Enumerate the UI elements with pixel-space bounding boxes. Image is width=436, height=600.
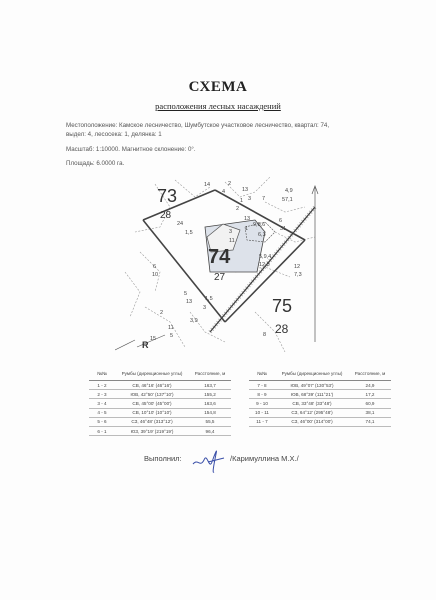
table-row: [249, 390, 391, 399]
signature-name: /Каримуллина М.Х./: [230, 454, 299, 463]
stand-label: 2: [160, 310, 164, 316]
stand-label: 5: [184, 291, 188, 297]
table-row: [89, 426, 231, 435]
map-corner-label: R: [142, 340, 149, 350]
page-title: СХЕМА: [188, 79, 248, 95]
stand-label: 5,9,4: [259, 254, 272, 260]
stand-label: 31: [280, 226, 287, 232]
map-quarter-se: 75: [272, 296, 293, 316]
table-cell: 163,6: [189, 399, 231, 408]
area-line: Площадь: 6.0000 га.: [66, 160, 125, 167]
col-bearing: Румбы (дирекционные углы): [115, 366, 189, 381]
stand-label: 11: [168, 325, 174, 331]
stand-label: 6: [279, 218, 283, 224]
table-cell: 10 - 11: [249, 408, 275, 417]
table-cell: 6 - 1: [89, 426, 115, 435]
stand-label: 24: [177, 221, 184, 227]
bearings-table-1: [89, 366, 231, 436]
stand-label: 15: [150, 336, 157, 342]
stand-label: 3: [203, 305, 207, 311]
table-cell: ЮВ, 68°39' (111°21'): [275, 390, 349, 399]
stand-label: 4: [222, 189, 226, 195]
table-cell: 24,9: [349, 381, 391, 390]
map-quarter-nw-sub: 28: [160, 210, 172, 221]
stand-label: 57,1: [282, 197, 293, 203]
table-cell: ЮЗ, 39°19' (219°19'): [115, 426, 189, 435]
table-row: [249, 399, 391, 408]
table-cell: СВ, 33°48' (33°48'): [275, 399, 349, 408]
col-distance: Расстояние, м: [189, 366, 231, 381]
table-cell: 8 - 9: [249, 390, 275, 399]
table-cell: 3 - 4: [89, 399, 115, 408]
table-cell: 96,4: [189, 426, 231, 435]
stand-label: 3: [248, 196, 252, 202]
table-cell: ЮВ, 49°07' (130°53'): [275, 381, 349, 390]
table-cell: 1 - 2: [89, 381, 115, 390]
table-cell: 155,2: [189, 390, 231, 399]
col-number: №№: [89, 366, 115, 381]
table-cell: 154,8: [189, 408, 231, 417]
map-quarter-main-sub: 27: [214, 272, 226, 283]
stand-label: 13: [242, 187, 249, 193]
stand-label: 7: [262, 196, 266, 202]
table-cell: СВ, 46°16' (46°16'): [115, 381, 189, 390]
table-cell: 60,9: [349, 399, 391, 408]
table-cell: 7 - 8: [249, 381, 275, 390]
stand-label: 4,9: [285, 188, 293, 194]
stand-label: 1,5: [205, 296, 213, 302]
stand-label: 13: [186, 299, 193, 305]
table-cell: 5 - 6: [89, 417, 115, 426]
table-row: [89, 381, 231, 390]
table-cell: 55,5: [189, 417, 231, 426]
table-cell: 11 - 7: [249, 417, 275, 426]
stand-label: 5: [170, 333, 174, 339]
col-distance: Расстояние, м: [349, 366, 391, 381]
stand-label: 8: [263, 332, 267, 338]
map-quarter-main: 74: [208, 246, 231, 268]
stand-label: 1: [240, 198, 244, 204]
table-row: [89, 390, 231, 399]
stand-label: 12: [294, 264, 301, 270]
col-number: №№: [249, 366, 275, 381]
col-bearing: Румбы (дирекционные углы): [275, 366, 349, 381]
stand-label: 10: [152, 272, 159, 278]
table-row: [89, 417, 231, 426]
stand-label: 13: [244, 216, 251, 222]
table-row: [249, 417, 391, 426]
stand-label: 12,3: [259, 262, 270, 268]
table-cell: СВ, 10°10' (10°10'): [115, 408, 189, 417]
table-cell: 38,1: [349, 408, 391, 417]
table-cell: 4 - 5: [89, 408, 115, 417]
stand-label: 11: [229, 238, 235, 244]
stand-label: 6,3: [258, 232, 266, 238]
map-quarter-se-sub: 28: [275, 322, 289, 336]
table-cell: СЗ, 64°12' (295°48'): [275, 408, 349, 417]
table-cell: СВ, 45°00' (45°00'): [115, 399, 189, 408]
table-row: [89, 408, 231, 417]
location-line-1: Местоположение: Камское лесничество, Шумбутское участковое лесничество, квартал: 74,: [66, 122, 330, 129]
table-cell: 74,1: [349, 417, 391, 426]
stand-label: 9,8,6: [253, 222, 266, 228]
table-cell: 9 - 10: [249, 399, 275, 408]
signature-label: Выполнил:: [144, 454, 182, 463]
stand-label: 1,5: [185, 230, 193, 236]
table-cell: 17,2: [349, 390, 391, 399]
table-row: [249, 381, 391, 390]
table-row: [89, 399, 231, 408]
map-quarter-nw: 73: [157, 186, 178, 206]
table-cell: СЗ, 46°48' (313°12'): [115, 417, 189, 426]
stand-label: 14: [204, 182, 211, 188]
table-cell: 163,7: [189, 381, 231, 390]
stand-label: 1: [245, 226, 249, 232]
scale-line: Масштаб: 1:10000. Магнитное склонение: 0°.: [66, 146, 196, 153]
table-cell: 2 - 3: [89, 390, 115, 399]
stand-label: 2: [236, 206, 240, 212]
stand-label: 3: [229, 229, 233, 235]
page-subtitle: расположения лесных насаждений: [155, 101, 281, 111]
handwritten-signature: [190, 442, 228, 476]
stand-label: 6: [153, 264, 157, 270]
table-cell: ЮВ, 42°50' (137°10'): [115, 390, 189, 399]
table-cell: СЗ, 46°00' (314°00'): [275, 417, 349, 426]
stand-label: 3,9: [190, 318, 198, 324]
stand-label: 2: [228, 181, 232, 187]
table-row: [249, 408, 391, 417]
location-line-2: выдел: 4, лесосека: 1, делянка: 1: [66, 131, 162, 138]
bearings-table-2: [249, 366, 391, 427]
stand-label: 7,3: [294, 272, 302, 278]
